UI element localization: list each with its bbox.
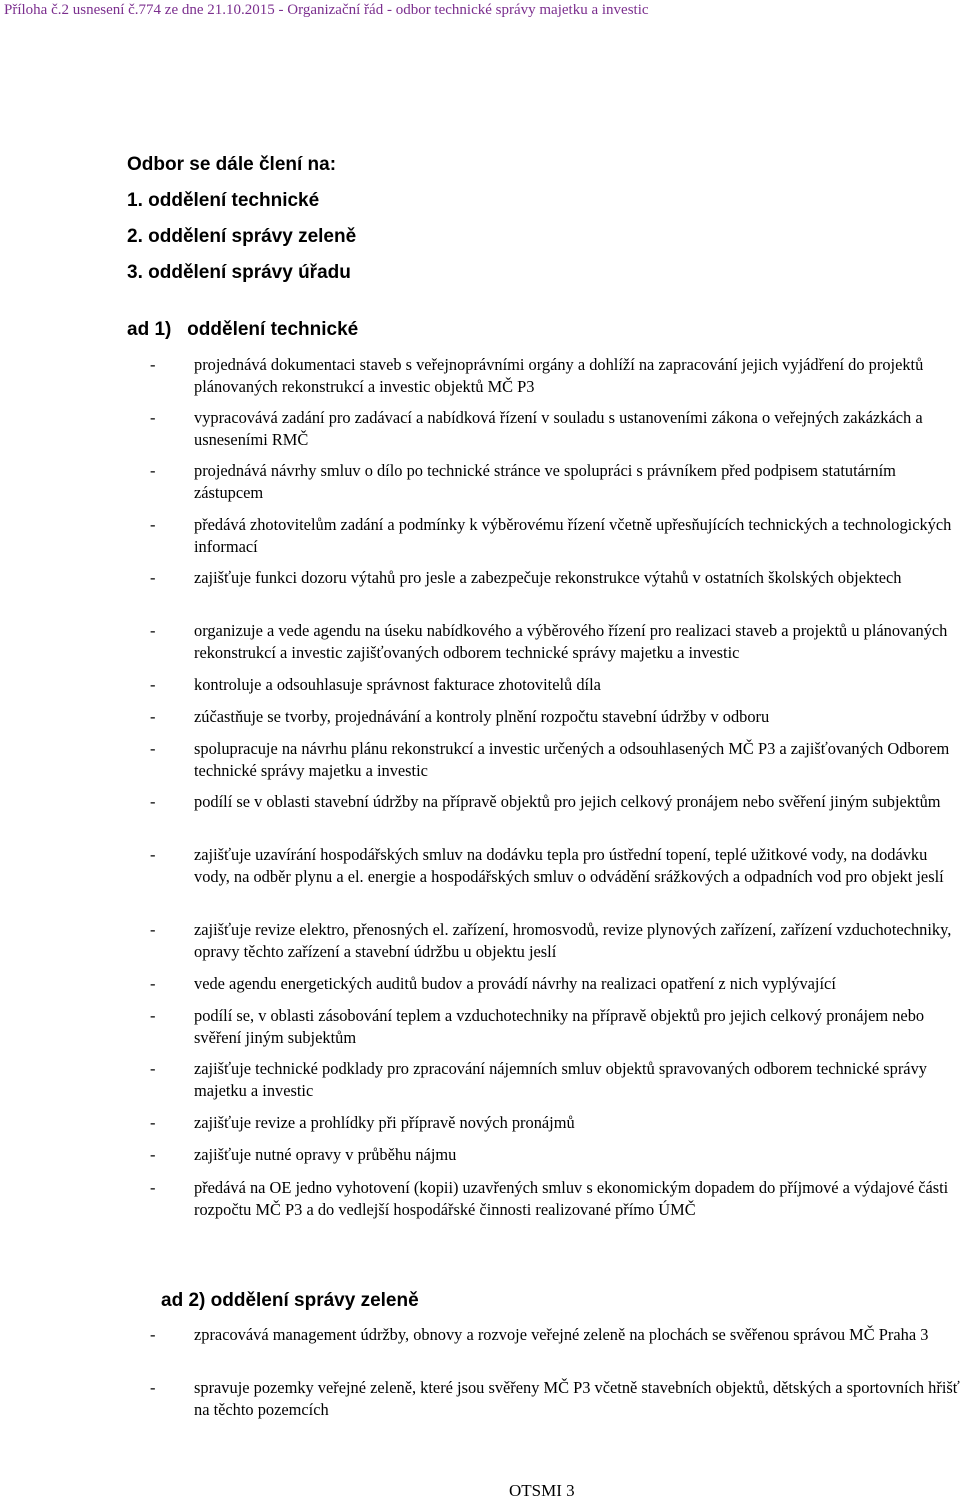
duty-text: vypracovává zadání pro zadávací a nabídková řízení v souladu s ustanoveními zákona o veřejných zakázkách a usneseními RMČ	[194, 408, 923, 449]
duty-text: předává zhotovitelům zadání a podmínky k výběrovému řízení včetně upřesňujících technických a technologických informací	[194, 515, 952, 556]
intro-title: Odbor se dále člení na:	[127, 154, 337, 175]
bullet-dash: -	[150, 621, 156, 640]
duty-text: zajišťuje uzavírání hospodářských smluv na dodávku tepla pro ústřední topení, teplé užitkové vody, na dodávku vody, na odběr plynu a el. energie a hospodářských smluv o odvádění srážkových a odpadních vod pro objekt jeslí	[194, 845, 944, 886]
bullet-dash: -	[150, 1113, 156, 1132]
section2-heading: ad 2) oddělení správy zeleně	[161, 1290, 419, 1311]
duty-item	[150, 706, 960, 728]
duty-text: podílí se, v oblasti zásobování teplem a vzduchotechniky na přípravě objektů pro jejich celkový pronájem nebo svěření jiným subjektům	[194, 1006, 925, 1047]
duty-item	[150, 460, 960, 503]
duty-item	[150, 844, 960, 887]
page-footer: OTSMI 3	[509, 1481, 575, 1500]
bullet-dash: -	[150, 1325, 156, 1344]
duty-item	[150, 973, 960, 995]
bullet-dash: -	[150, 845, 156, 864]
duty-text: kontroluje a odsouhlasuje správnost fakturace zhotovitelů díla	[194, 675, 601, 694]
department-list-item: 1. oddělení technické	[127, 190, 320, 211]
bullet-dash: -	[150, 1178, 156, 1197]
duty-item	[150, 620, 960, 663]
duty-text: spolupracuje na návrhu plánu rekonstrukcí a investic určených a odsouhlasených MČ P3 a zajišťovaných Odborem technické správy majetku a investic	[194, 739, 950, 780]
duty-item	[150, 919, 960, 962]
duty-item	[150, 1058, 960, 1101]
bullet-dash: -	[150, 675, 156, 694]
duty-text: projednává dokumentaci staveb s veřejnoprávními orgány a dohlíží na zapracování jejich vyjádření do projektů plánovaných rekonstrukcí a investic objektů MČ P3	[194, 355, 924, 396]
duty-item	[150, 738, 960, 781]
duty-text: zajišťuje funkci dozoru výtahů pro jesle a zabezpečuje rekonstrukce výtahů v ostatních školských objektech	[194, 568, 902, 587]
duty-item	[150, 407, 960, 450]
bullet-dash: -	[150, 739, 156, 758]
bullet-dash: -	[150, 707, 156, 726]
bullet-dash: -	[150, 355, 156, 374]
duty-text: spravuje pozemky veřejné zeleně, které jsou svěřeny MČ P3 včetně stavebních objektů, dětských a sportovních hřišť na těchto pozemcích	[194, 1378, 960, 1419]
bullet-dash: -	[150, 974, 156, 993]
bullet-dash: -	[150, 1006, 156, 1025]
duty-text: projednává návrhy smluv o dílo po technické stránce ve spolupráci s právníkem před podpisem statutárním zástupcem	[194, 461, 896, 502]
duty-text: vede agendu energetických auditů budov a provádí návrhy na realizaci opatření z nich vyplývající	[194, 974, 836, 993]
duty-item	[150, 1112, 960, 1134]
bullet-dash: -	[150, 1378, 156, 1397]
duty-text: organizuje a vede agendu na úseku nabídkového a výběrového řízení pro realizaci staveb a projektů u plánovaných rekonstrukcí a investic zajišťovaných odborem technické správy majetku a investic	[194, 621, 948, 662]
bullet-dash: -	[150, 792, 156, 811]
duty-item	[150, 1324, 960, 1346]
duty-text: předává na OE jedno vyhotovení (kopii) uzavřených smluv s ekonomickým dopadem do příjmové a výdajové části rozpočtu MČ P3 a do vedlejší hospodářské činnosti realizované přímo ÚMČ	[194, 1178, 949, 1219]
department-list-item: 3. oddělení správy úřadu	[127, 262, 351, 283]
duty-text: podílí se v oblasti stavební údržby na přípravě objektů pro jejich celkový pronájem nebo svěření jiným subjektům	[194, 792, 941, 811]
department-list-item: 2. oddělení správy zeleně	[127, 226, 357, 247]
duty-text: zajišťuje revize elektro, přenosných el. zařízení, hromosvodů, revize plynových zařízení, zařízení vzduchotechniky, opravy těchto zařízení a stavební údržbu u objektu jeslí	[194, 920, 952, 961]
duty-item	[150, 1005, 960, 1048]
duty-text: zajišťuje revize a prohlídky při přípravě nových pronájmů	[194, 1113, 575, 1132]
document-header: Příloha č.2 usnesení č.774 ze dne 21.10.2015 - Organizační řád - odbor technické správy majetku a investic	[4, 2, 649, 18]
duty-item	[150, 354, 960, 397]
duty-item	[150, 674, 960, 696]
duty-item	[150, 791, 960, 813]
bullet-dash: -	[150, 568, 156, 587]
bullet-dash: -	[150, 1145, 156, 1164]
duty-text: zajišťuje nutné opravy v průběhu nájmu	[194, 1145, 457, 1164]
duty-item	[150, 567, 960, 589]
duty-item	[150, 1177, 960, 1220]
section1-heading: ad 1) oddělení technické	[127, 319, 359, 340]
duty-text: zúčastňuje se tvorby, projednávání a kontroly plnění rozpočtu stavební údržby v odboru	[194, 707, 770, 726]
bullet-dash: -	[150, 461, 156, 480]
duty-text: zpracovává management údržby, obnovy a rozvoje veřejné zeleně na plochách se svěřenou správou MČ Praha 3	[194, 1325, 929, 1344]
bullet-dash: -	[150, 1059, 156, 1078]
bullet-dash: -	[150, 515, 156, 534]
bullet-dash: -	[150, 408, 156, 427]
bullet-dash: -	[150, 920, 156, 939]
duty-text: zajišťuje technické podklady pro zpracování nájemních smluv objektů spravovaných odborem technické správy majetku a investic	[194, 1059, 927, 1100]
duty-item	[150, 1144, 960, 1166]
duty-item	[150, 1377, 960, 1420]
duty-item	[150, 514, 960, 557]
